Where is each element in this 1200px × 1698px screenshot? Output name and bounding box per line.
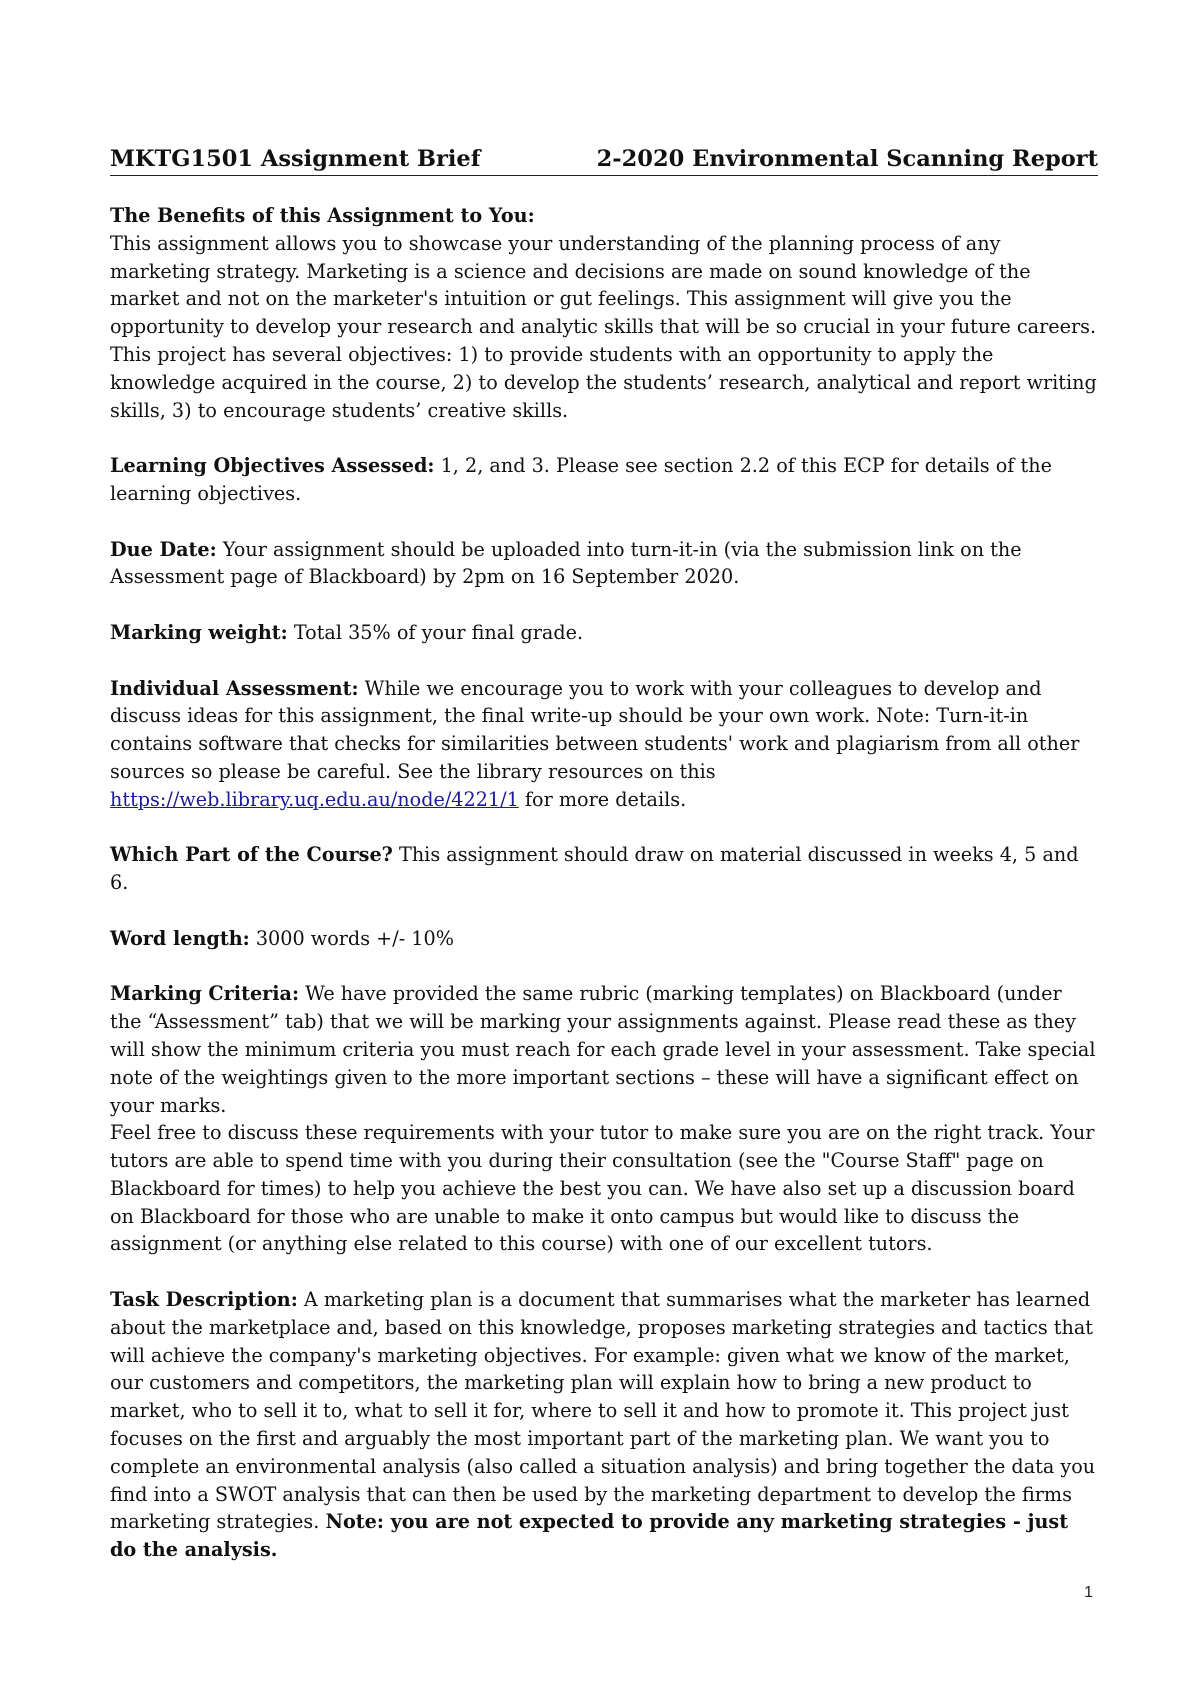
- individual-assessment-label: Individual Assessment:: [110, 676, 359, 700]
- marking-weight-label: Marking weight:: [110, 620, 288, 644]
- individual-assessment-section: [110, 675, 1098, 814]
- individual-assessment-after-link: for more details.: [518, 787, 687, 811]
- header-course-title: MKTG1501 Assignment Brief: [110, 146, 481, 172]
- due-date-label: Due Date:: [110, 537, 217, 561]
- library-resources-link[interactable]: https://web.library.uq.edu.au/node/4221/1: [110, 787, 519, 811]
- course-part-section: [110, 841, 1098, 897]
- word-length-text: 3000 words +/- 10%: [249, 926, 454, 950]
- marking-criteria-section: [110, 980, 1098, 1119]
- document-body: [110, 202, 1098, 1564]
- page-number: 1: [1084, 1584, 1093, 1601]
- learning-objectives-label: Learning Objectives Assessed:: [110, 454, 435, 478]
- document-page: [110, 146, 1098, 1592]
- marking-criteria-text: We have provided the same rubric (marking templates) on Blackboard (under the “Assessment” tab) that we will be marking your assignments against. Please read these as they will show the minimum criteria you must reach for each grade level in your assessment. Take special note of the weightings given to the more important sections – these will have a significant effect on your marks.: [110, 982, 1096, 1117]
- word-length-label: Word length:: [110, 926, 250, 950]
- benefits-heading: The Benefits of this Assignment to You:: [110, 204, 535, 227]
- task-description-note: Note: you are not expected to provide any marketing strategies - just do the analysis.: [110, 1510, 1069, 1562]
- task-description-section: [110, 1286, 1098, 1564]
- benefits-section: [110, 202, 1098, 424]
- document-header: [110, 146, 1098, 176]
- marking-weight-text: Total 35% of your final grade.: [287, 620, 584, 644]
- marking-weight-section: [110, 619, 1098, 647]
- benefits-body: This assignment allows you to showcase your understanding of the planning process of any marketing strategy. Marketing is a science and decisions are made on sound knowledge of the market and not on the marketer's intuition or gut feelings. This assignment will give you the opportunity to develop your research and analytic skills that will be so crucial in your future careers. This project has several objectives: 1) to provide students with an opportunity to apply the knowledge acquired in the course, 2) to develop the students’ research, analytical and report writing skills, 3) to encourage students’ creative skills.: [110, 231, 1097, 422]
- learning-objectives-text: 1, 2, and 3. Please see section 2.2 of this ECP for details of the learning objectives.: [110, 454, 1052, 505]
- course-part-text: This assignment should draw on material discussed in weeks 4, 5 and 6.: [110, 843, 1079, 895]
- due-date-section: [110, 536, 1098, 592]
- marking-criteria-label: Marking Criteria:: [110, 982, 300, 1006]
- due-date-text: Your assignment should be uploaded into turn-it-in (via the submission link on the Assessment page of Blackboard) by 2pm on 16 September 2020.: [110, 537, 1022, 589]
- individual-assessment-text: While we encourage you to work with your colleagues to develop and discuss ideas for this assignment, the final write-up should be your own work. Note: Turn-it-in contains software that checks for similarities between students' work and plagiarism from all other sources so please be careful. See the library resources on this: [110, 676, 1080, 783]
- header-report-title: 2-2020 Environmental Scanning Report: [596, 146, 1098, 172]
- task-description-text: A marketing plan is a document that summarises what the marketer has learned about the marketplace and, based on this knowledge, proposes marketing strategies and tactics that will achieve the company's marketing objectives. For example: given what we know of the market, our customers and competitors, the marketing plan will explain how to bring a new product to market, who to sell it to, what to sell it for, where to sell it and how to promote it. This project just focuses on the first and arguably the most important part of the marketing plan. We want you to complete an environmental analysis (also called a situation analysis) and bring together the data you find into a SWOT analysis that can then be used by the marketing department to develop the firms marketing strategies.: [110, 1288, 1096, 1534]
- marking-criteria-followup: [110, 1119, 1098, 1258]
- task-description-label: Task Description:: [110, 1288, 298, 1312]
- course-part-label: Which Part of the Course?: [110, 843, 393, 867]
- marking-criteria-text-2: Feel free to discuss these requirements with your tutor to make sure you are on the right track. Your tutors are able to spend time with you during their consultation (see the "Course Staff" page on Blackboard for times) to help you achieve the best you can. We have also set up a discussion board on Blackboard for those who are unable to make it onto campus but would like to discuss the assignment (or anything else related to this course) with one of our excellent tutors.: [110, 1121, 1095, 1256]
- learning-objectives-section: [110, 452, 1098, 508]
- word-length-section: [110, 925, 1098, 953]
